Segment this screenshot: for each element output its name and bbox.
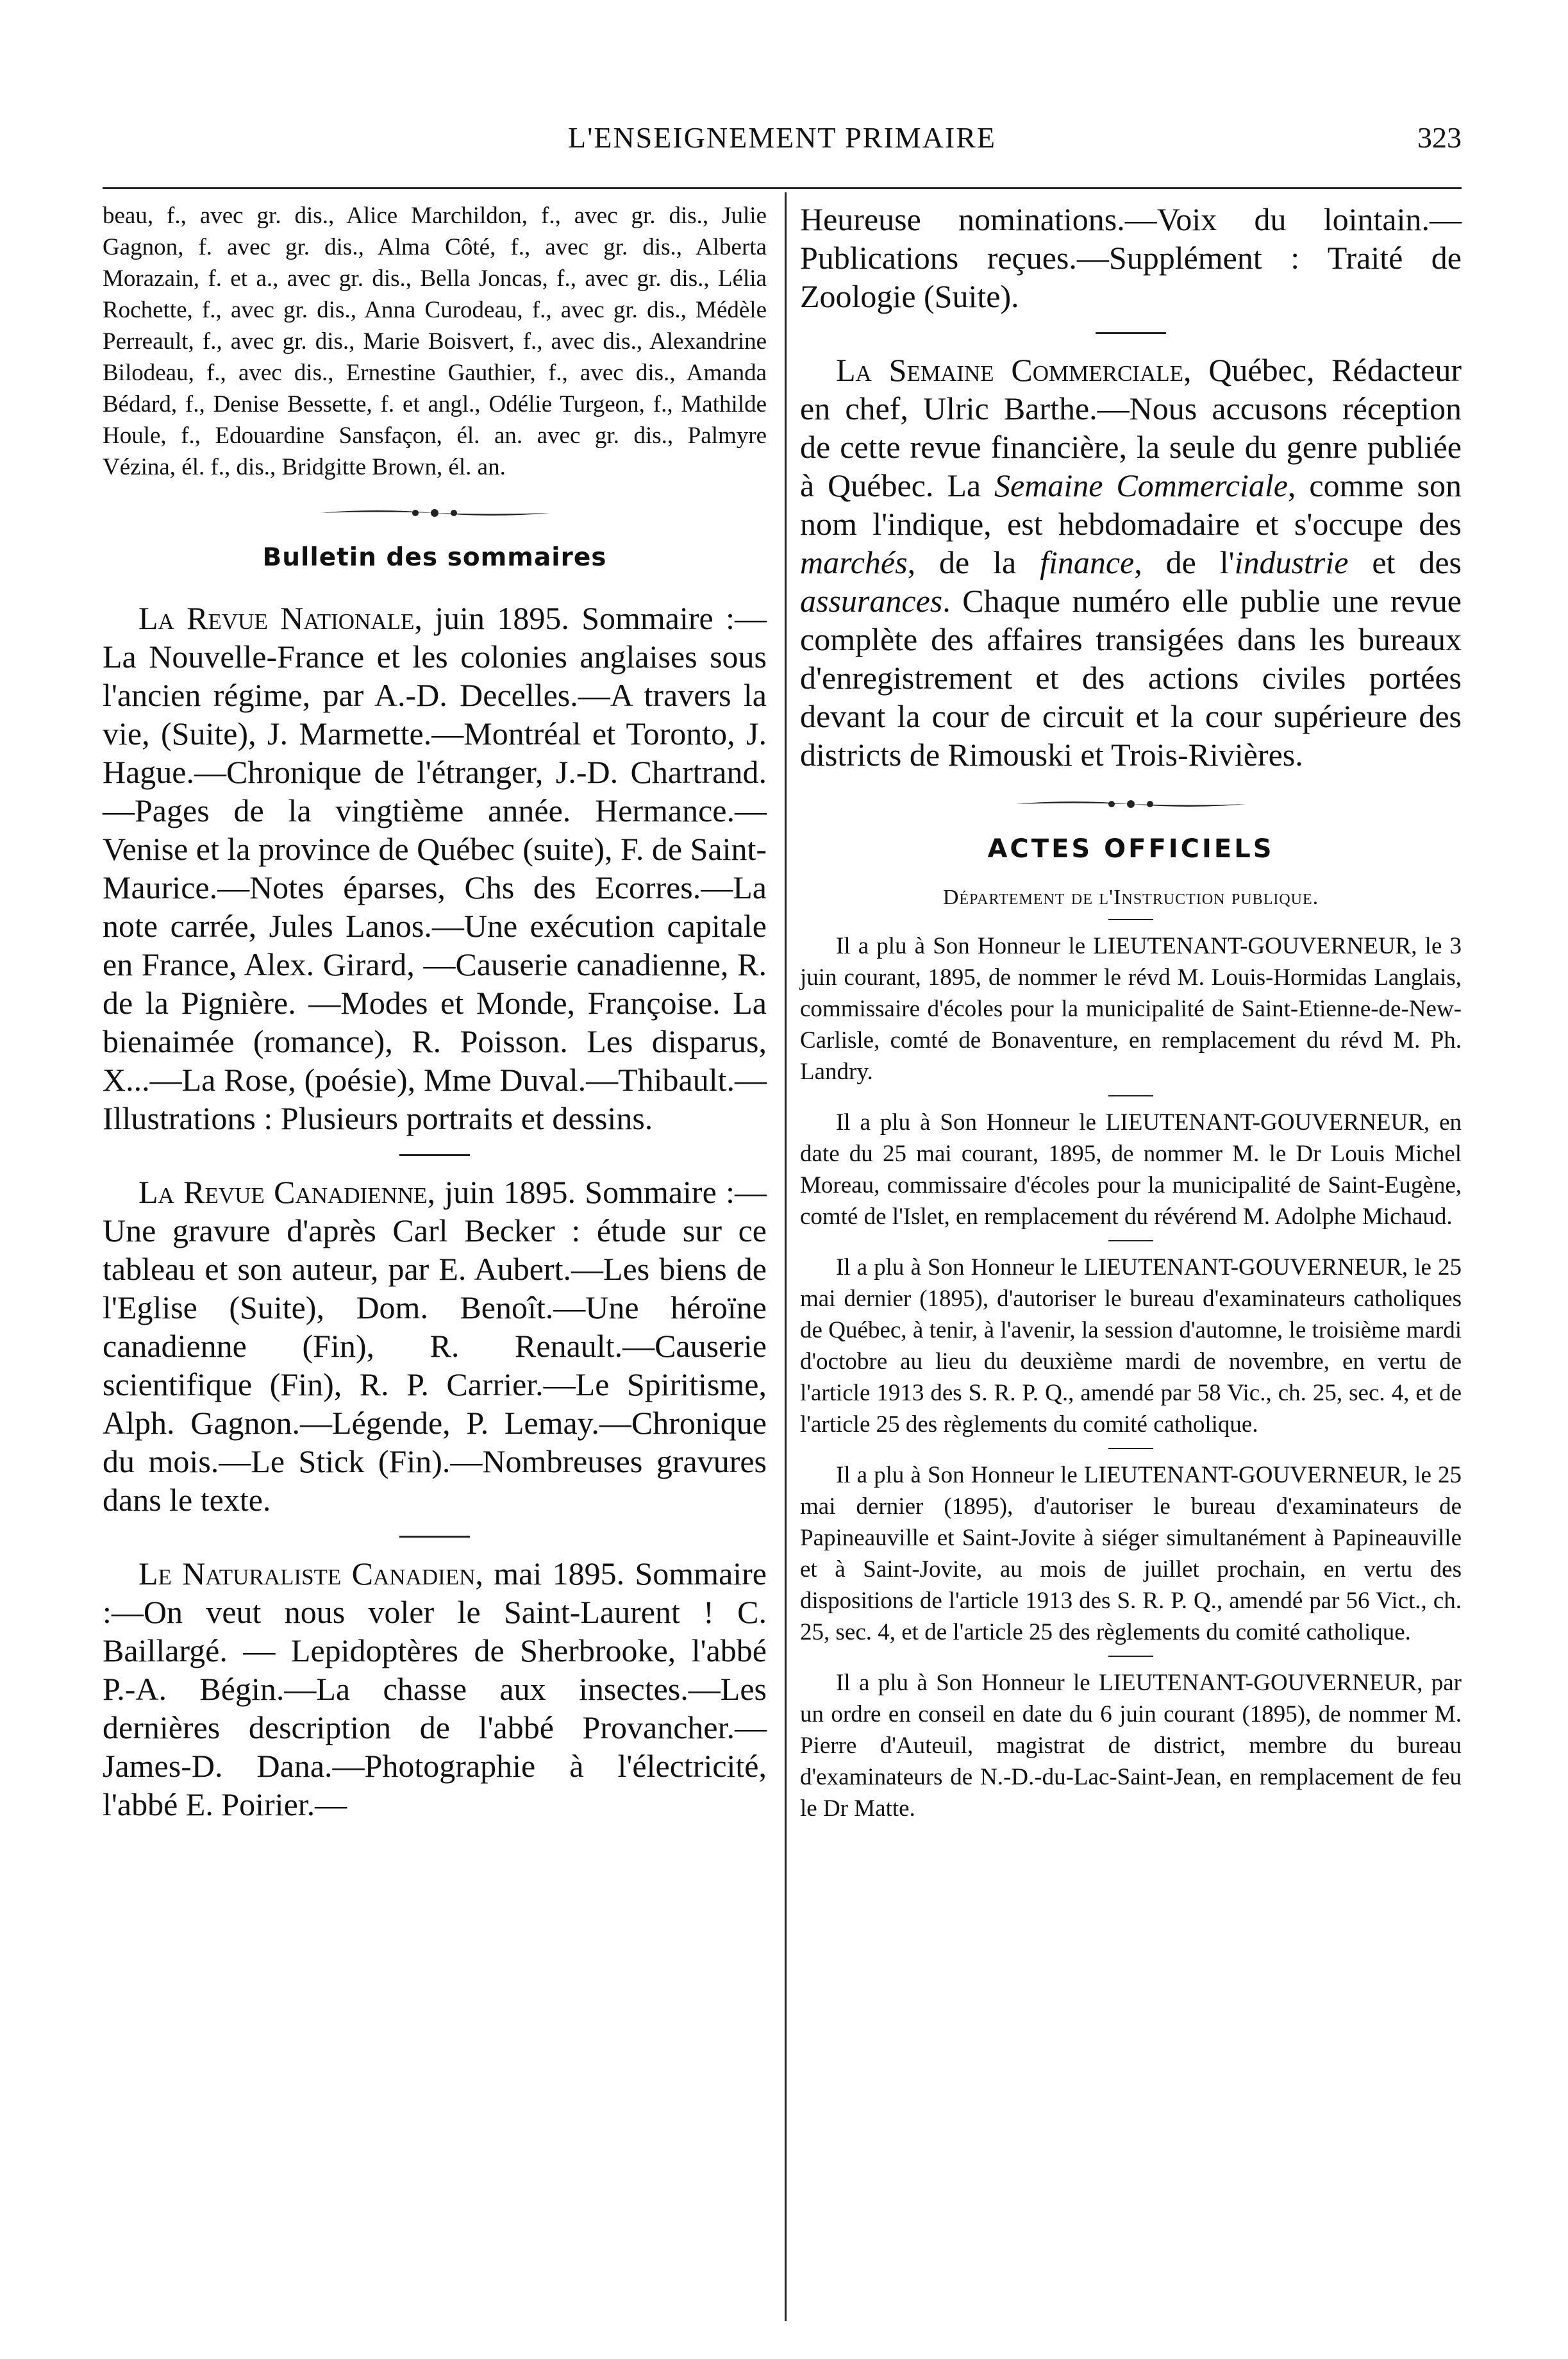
entry-body: et des: [1348, 544, 1462, 580]
left-column: [103, 200, 767, 1824]
act-paragraph: Il a plu à Son Honneur le LIEUTENANT-GOUVERNEUR, le 25 mai dernier (1895), d'autoriser le bureau d'examinateurs de Papineauville et Saint-Jovite à siéger simultanément à Papineauville et à Saint-Jovite, au mois de juillet prochain, en vertu des dispositions de l'article 1913 des S. R. P. Q., amendé par 56 Vict., ch. 25, sec. 4, et de l'article 25 des règlements du comité catholique.: [800, 1462, 1462, 1645]
italic-term: assurances: [800, 583, 943, 619]
act-paragraph: Il a plu à Son Honneur le LIEUTENANT-GOUVERNEUR, le 25 mai dernier (1895), d'autoriser le bureau d'examinateurs catholiques de Québec, à tenir, à l'avenir, la session d'automne, le troisième mardi d'octobre au lieu du deuxième mardi de novembre, en vertu de l'article 1913 des S. R. P. Q., amendé par 58 Vic., ch. 25, sec. 4, et de l'article 25 des règlements du comité catholique.: [800, 1254, 1462, 1438]
separator-line: [1108, 1240, 1153, 1241]
separator-line: [1108, 1656, 1153, 1657]
ornament-divider: [1015, 798, 1246, 810]
section-heading-bulletin: Bulletin des sommaires: [262, 543, 607, 572]
entry-body: . Chaque numéro elle publie une revue complète des affaires transigées dans les bureaux d'enregistrement et des actions civiles portées devant la cour de circuit et la cour supérieure des districts de Rimouski et Trois-Rivières.: [800, 583, 1462, 773]
entry-body: juin 1895. Sommaire :—La Nouvelle-France et les colonies anglaises sous l'ancien régime, par A.-D. Decelles.—A travers la vie, (Suite), J. Marmette.—Montréal et Toronto, J. Hague.—Chronique de l'étranger, J.-D. Chartrand.—Pages de la vingtième année. Hermance.—Venise et la province de Québec (suite), F. de Saint-Maurice.—Notes éparses, Chs des Ecorres.—La note carrée, Jules Lanos.—Une exécution capitale en France, Alex. Girard, —Causerie canadienne, R. de la Pignière. —Modes et Monde, Françoise. La bienaimée (romance), R. Poisson. Les disparus, X...—La Rose, (poésie), Mme Duval.—Thibault.—Illustrations : Plusieurs portraits et dessins.: [103, 600, 767, 1136]
department-subheading: Département de l'Instruction publique.: [942, 886, 1319, 909]
italic-term: marchés: [800, 544, 908, 580]
names-paragraph: beau, f., avec gr. dis., Alice Marchildon, f., avec gr. dis., Julie Gagnon, f. avec gr. dis., Alma Côté, f., avec gr. dis., Alberta Morazain, f. et a., avec gr. dis., Bella Joncas, f., avec gr. dis., Lélia Rochette, f., avec gr. dis., Anna Curodeau, f., avec gr. dis., Médèle Perreault, f., avec gr. dis., Marie Boisvert, f., avec dis., Alexandrine Bilodeau, f., avec dis., Ernestine Gauthier, f., avec dis., Amanda Bédard, f., Denise Bessette, f. et angl., Odélie Turgeon, f., Mathilde Houle, f., Edouardine Sansfaçon, él. an. avec gr. dis., Palmyre Vézina, él. f., dis., Bridgitte Brown, él. an.: [103, 203, 767, 480]
ornament-divider: [319, 507, 550, 519]
entry-body: mai 1895. Sommaire :—On veut nous voler le Saint-Laurent ! C. Baillargé. — Lepidoptères de Sherbrooke, l'abbé P.-A. Bégin.—La chasse aux insectes.—Les dernières description de l'abbé Provancher.—James-D. Dana.—Photographie à l'électricité, l'abbé E. Poirier.—: [103, 1556, 767, 1822]
right-column: [800, 200, 1462, 1824]
entry-title: La Revue Nationale,: [138, 600, 422, 636]
entry-body: , comme son nom l'indique, est hebdomadaire et s'occupe des: [800, 467, 1462, 542]
act-paragraph: Il a plu à Son Honneur le LIEUTENANT-GOUVERNEUR, en date du 25 mai courant, 1895, de nommer M. le Dr Louis Michel Moreau, commissaire d'écoles pour la municipalité de Saint-Eugène, comté de l'Islet, en remplacement du révérend M. Adolphe Michaud.: [800, 1109, 1462, 1230]
continuation-paragraph: Heureuse nominations.—Voix du lointain.—Publications reçues.—Supplément : Traité de Zoologie (Suite).: [800, 201, 1462, 314]
act-paragraph: Il a plu à Son Honneur le LIEUTENANT-GOUVERNEUR, le 3 juin courant, 1895, de nommer le révd M. Louis-Hormidas Langlais, commissaire d'écoles pour la municipalité de Saint-Etienne-de-New-Carlisle, comté de Bonaventure, en remplacement du révd M. Ph. Landry.: [800, 933, 1462, 1085]
entry-title: Le Naturaliste Canadien,: [138, 1556, 483, 1591]
journal-title: L'ENSEIGNEMENT PRIMAIRE: [567, 121, 997, 154]
entry-body: , de la: [907, 544, 1040, 580]
italic-term: finance: [1040, 544, 1135, 580]
entry-body: juin 1895. Sommaire :—Une gravure d'après Carl Becker : étude sur ce tableau et son auteur, par E. Aubert.—Les biens de l'Eglise (Suite), Dom. Benoît.—Une héroïne canadienne (Fin), R. Renault.—Causerie scientifique (Fin), R. P. Carrier.—Le Spiritisme, Alph. Gagnon.—Légende, P. Lemay.—Chronique du mois.—Le Stick (Fin).—Nombreuses gravures dans le texte.: [103, 1174, 767, 1518]
italic-term: industrie: [1234, 544, 1349, 580]
act-paragraph: Il a plu à Son Honneur le LIEUTENANT-GOUVERNEUR, par un ordre en conseil en date du 6 juin courant (1895), de nommer M. Pierre d'Auteuil, magistrat de district, membre du bureau d'examinateurs de N.-D.-du-Lac-Saint-Jean, en remplacement de feu le Dr Matte.: [800, 1670, 1462, 1822]
entry-body: Québec, Rédacteur en chef, Ulric Barthe.—Nous accusons réception de cette revue financière, la seule du genre publiée à Québec. La: [800, 352, 1462, 503]
separator-line: [1108, 1095, 1153, 1096]
entry-revue-nationale: [103, 599, 767, 1138]
entry-naturaliste: [103, 1554, 767, 1824]
italic-term: Semaine Commerciale: [994, 467, 1288, 503]
section-heading-actes: ACTES OFFICIELS: [987, 834, 1274, 864]
entry-title: La Revue Canadienne,: [138, 1174, 436, 1210]
entry-semaine-commerciale: [800, 351, 1462, 774]
page-number: 323: [1417, 121, 1462, 154]
separator-line: [1108, 1448, 1153, 1449]
separator-line: [1096, 332, 1166, 334]
entry-revue-canadienne: [103, 1173, 767, 1519]
entry-body: , de l': [1134, 544, 1235, 580]
column-rule: [785, 192, 787, 2321]
separator-line: [1108, 919, 1153, 920]
entry-title: La Semaine Commerciale,: [836, 352, 1192, 388]
separator-line: [399, 1154, 470, 1156]
running-head: [103, 121, 1462, 172]
separator-line: [399, 1536, 470, 1538]
header-rule: [103, 187, 1462, 189]
